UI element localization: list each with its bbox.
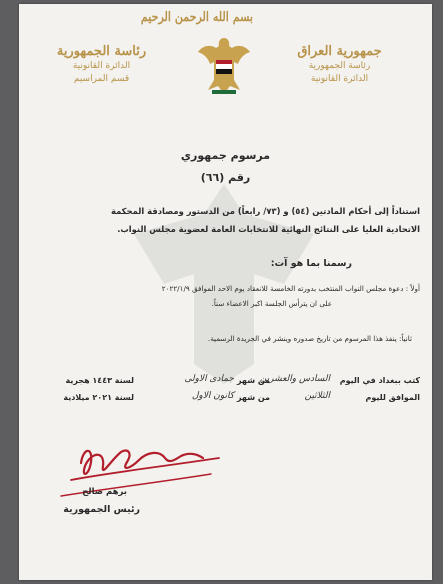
header-left-block (39, 44, 164, 86)
header-left-line: قسم المراسيم (73, 74, 130, 84)
corresponding-prefix: الموافق لليوم (365, 393, 420, 402)
eagle-emblem (196, 34, 252, 98)
written-month-prefix: من شهر (236, 376, 270, 385)
corresponding-year: لسنة ٢٠٢١ ميلادية (63, 393, 134, 402)
article-first-line-1: أولاً : دعوة مجلس النواب المنتخب بدورته الخامسة للانعقاد يوم الاحد الموافق ٢٠٢٢/١/٩ (161, 284, 420, 293)
decree-document (19, 4, 432, 580)
written-day-handwritten: السادس والعشرين (259, 374, 330, 384)
header-left-title: رئاسة الجمهورية (56, 44, 147, 59)
written-prefix: كتب ببغداد في اليوم (339, 376, 420, 385)
header-right-line: الدائرة القانونية (310, 74, 369, 84)
signatory-name: برهم صالح (82, 487, 127, 497)
decree-heading: رسمنا بما هو آت: (270, 258, 352, 269)
header-right-line: رئاسة الجمهورية (308, 61, 371, 71)
article-second: ثانياً: ينفذ هذا المرسوم من تاريخ صدوره وينشر في الجريدة الرسمية. (207, 334, 412, 343)
header-left-line: الدائرة القانونية (72, 61, 131, 71)
corresponding-month-handwritten: كانون الاول (191, 391, 234, 401)
article-first-line-2: على ان يترأس الجلسة اكبر الاعضاء سناً. (211, 299, 332, 308)
preamble-line-1: استناداً إلى أحكام المادتين (٥٤) و (٧٣/ رابعاً) من الدستور ومصادقة المحكمة (110, 206, 420, 216)
header-right-block (277, 44, 402, 86)
corresponding-month-prefix: من شهر (236, 393, 270, 402)
preamble-line-2: الاتحادية العليا على النتائج النهائية للانتخابات العامة لعضوية مجلس النواب. (117, 224, 420, 234)
decree-number: رقم (٦٦) (200, 171, 251, 184)
basmala-calligraphy: بسم الله الرحمن الرحيم (140, 10, 253, 25)
written-month-handwritten: جمادى الاولى (184, 374, 234, 384)
signatory-title: رئيس الجمهورية (63, 504, 140, 515)
handwritten-signature (41, 438, 221, 508)
decree-title: مرسوم جمهوري (180, 149, 271, 162)
written-year: لسنة ١٤٤٣ هجرية (65, 376, 134, 385)
corresponding-day-handwritten: الثلاثين (304, 391, 330, 401)
header-right-title: جمهورية العراق (297, 44, 382, 59)
